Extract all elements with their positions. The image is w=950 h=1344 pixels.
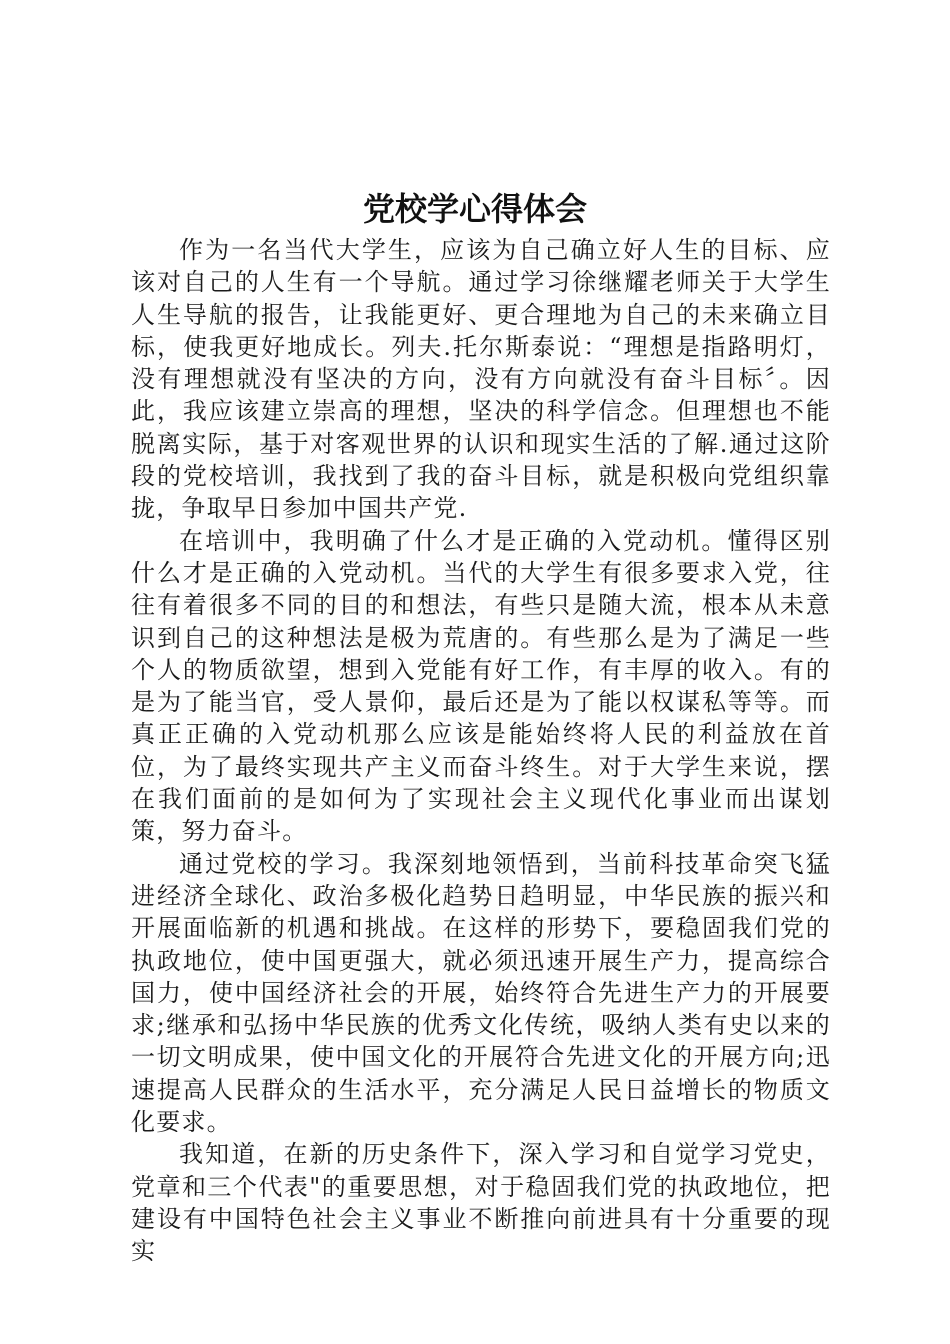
document-title: 党校学心得体会: [362, 190, 587, 228]
paragraph-1: 作为一名当代大学生，应该为自己确立好人生的目标、应该对自己的人生有一个导航。通过学习徐继耀老师关于大学生人生导航的报告，让我能更好、更合理地为自己的未来确立目标，使我更好地成长。列夫.托尔斯泰说：“理想是指路明灯，没有理想就没有坚决的方向，没有方向就没有奋斗目标〞。因此，我应该建立崇高的理想，坚决的科学信念。但理想也不能脱离实际，基于对客观世界的认识和现实生活的了解.通过这阶段的党校培训，我找到了我的奋斗目标，就是积极向党组织靠拢，争取早日参加中国共产党.: [131, 236, 831, 523]
paragraph-3: 通过党校的学习。我深刻地领悟到，当前科技革命突飞猛进经济全球化、政治多极化趋势日趋明显，中华民族的振兴和开展面临新的机遇和挑战。在这样的形势下，要稳固我们党的执政地位，使中国更强大，就必须迅速开展生产力，提高综合国力，使中国经济社会的开展，始终符合先进生产力的开展要求;继承和弘扬中华民族的优秀文化传统，吸纳人类有史以来的一切文明成果，使中国文化的开展符合先进文化的开展方向;迅速提高人民群众的生活水平，充分满足人民日益增长的物质文化要求。: [131, 849, 831, 1137]
document-body: [131, 234, 831, 1268]
paragraph-2: 在培训中，我明确了什么才是正确的入党动机。懂得区别什么才是正确的入党动机。当代的大学生有很多要求入党，往往有着很多不同的目的和想法，有些只是随大流，根本从未意识到自己的这种想法是极为荒唐的。有些那么是为了满足一些个人的物质欲望，想到入党能有好工作，有丰厚的收入。有的是为了能当官，受人景仰，最后还是为了能以权谋私等等。而真正正确的入党动机那么应该是能始终将人民的利益放在首位，为了最终实现共产主义而奋斗终生。对于大学生来说，摆在我们面前的是如何为了实现社会主义现代化事业而出谋划策，努力奋斗。: [131, 526, 831, 846]
paragraph-4: 我知道，在新的历史条件下，深入学习和自觉学习党史，党章和三个代表"的重要思想，对于稳固我们党的执政地位，把建设有中国特色社会主义事业不断推向前进具有十分重要的现实: [131, 1140, 831, 1266]
